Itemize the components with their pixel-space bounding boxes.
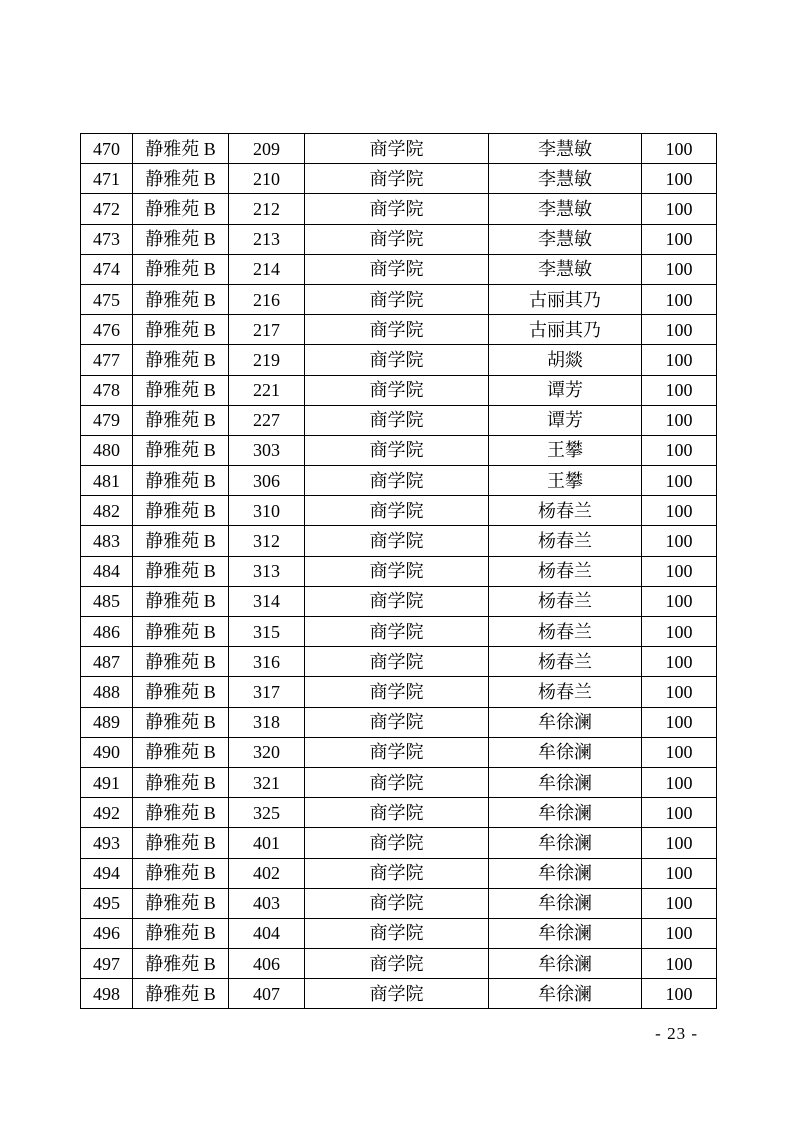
room-number-cell: 403 xyxy=(229,888,305,918)
row-index-cell: 479 xyxy=(81,405,133,435)
name-cell: 牟徐澜 xyxy=(489,737,642,767)
score-cell: 100 xyxy=(642,224,717,254)
table-row xyxy=(81,496,717,526)
building-cell: 静雅苑 B xyxy=(133,164,229,194)
table-row xyxy=(81,526,717,556)
row-index-cell: 480 xyxy=(81,435,133,465)
row-index-cell: 496 xyxy=(81,918,133,948)
name-cell: 王攀 xyxy=(489,466,642,496)
name-cell: 李慧敏 xyxy=(489,164,642,194)
score-cell: 100 xyxy=(642,466,717,496)
table-row xyxy=(81,284,717,314)
college-cell: 商学院 xyxy=(305,526,489,556)
table-row xyxy=(81,949,717,979)
score-cell: 100 xyxy=(642,949,717,979)
name-cell: 古丽其乃 xyxy=(489,315,642,345)
table-body xyxy=(81,134,717,1009)
room-number-cell: 227 xyxy=(229,405,305,435)
row-index-cell: 474 xyxy=(81,254,133,284)
college-cell: 商学院 xyxy=(305,315,489,345)
table-row xyxy=(81,405,717,435)
score-cell: 100 xyxy=(642,134,717,164)
building-cell: 静雅苑 B xyxy=(133,194,229,224)
room-number-cell: 404 xyxy=(229,918,305,948)
room-number-cell: 318 xyxy=(229,707,305,737)
room-number-cell: 314 xyxy=(229,586,305,616)
score-cell: 100 xyxy=(642,918,717,948)
building-cell: 静雅苑 B xyxy=(133,647,229,677)
college-cell: 商学院 xyxy=(305,918,489,948)
building-cell: 静雅苑 B xyxy=(133,586,229,616)
college-cell: 商学院 xyxy=(305,949,489,979)
room-number-cell: 321 xyxy=(229,767,305,797)
name-cell: 杨春兰 xyxy=(489,526,642,556)
score-cell: 100 xyxy=(642,405,717,435)
score-cell: 100 xyxy=(642,858,717,888)
college-cell: 商学院 xyxy=(305,737,489,767)
room-number-cell: 219 xyxy=(229,345,305,375)
name-cell: 李慧敏 xyxy=(489,134,642,164)
table-row xyxy=(81,677,717,707)
score-cell: 100 xyxy=(642,315,717,345)
score-cell: 100 xyxy=(642,526,717,556)
room-number-cell: 325 xyxy=(229,798,305,828)
building-cell: 静雅苑 B xyxy=(133,556,229,586)
name-cell: 杨春兰 xyxy=(489,496,642,526)
room-number-cell: 407 xyxy=(229,979,305,1009)
college-cell: 商学院 xyxy=(305,767,489,797)
college-cell: 商学院 xyxy=(305,284,489,314)
building-cell: 静雅苑 B xyxy=(133,315,229,345)
row-index-cell: 487 xyxy=(81,647,133,677)
building-cell: 静雅苑 B xyxy=(133,979,229,1009)
room-number-cell: 313 xyxy=(229,556,305,586)
building-cell: 静雅苑 B xyxy=(133,888,229,918)
row-index-cell: 482 xyxy=(81,496,133,526)
building-cell: 静雅苑 B xyxy=(133,375,229,405)
name-cell: 胡燚 xyxy=(489,345,642,375)
college-cell: 商学院 xyxy=(305,345,489,375)
score-cell: 100 xyxy=(642,556,717,586)
building-cell: 静雅苑 B xyxy=(133,828,229,858)
row-index-cell: 472 xyxy=(81,194,133,224)
college-cell: 商学院 xyxy=(305,405,489,435)
room-number-cell: 310 xyxy=(229,496,305,526)
building-cell: 静雅苑 B xyxy=(133,405,229,435)
score-cell: 100 xyxy=(642,194,717,224)
college-cell: 商学院 xyxy=(305,617,489,647)
building-cell: 静雅苑 B xyxy=(133,858,229,888)
table-row xyxy=(81,858,717,888)
table-row xyxy=(81,134,717,164)
row-index-cell: 483 xyxy=(81,526,133,556)
row-index-cell: 486 xyxy=(81,617,133,647)
college-cell: 商学院 xyxy=(305,828,489,858)
score-cell: 100 xyxy=(642,164,717,194)
room-number-cell: 221 xyxy=(229,375,305,405)
score-cell: 100 xyxy=(642,707,717,737)
score-cell: 100 xyxy=(642,647,717,677)
college-cell: 商学院 xyxy=(305,164,489,194)
row-index-cell: 493 xyxy=(81,828,133,858)
row-index-cell: 475 xyxy=(81,284,133,314)
row-index-cell: 491 xyxy=(81,767,133,797)
name-cell: 牟徐澜 xyxy=(489,798,642,828)
score-cell: 100 xyxy=(642,767,717,797)
building-cell: 静雅苑 B xyxy=(133,435,229,465)
building-cell: 静雅苑 B xyxy=(133,707,229,737)
room-number-cell: 216 xyxy=(229,284,305,314)
score-cell: 100 xyxy=(642,888,717,918)
dormitory-table xyxy=(80,133,717,1009)
score-cell: 100 xyxy=(642,677,717,707)
building-cell: 静雅苑 B xyxy=(133,798,229,828)
building-cell: 静雅苑 B xyxy=(133,677,229,707)
row-index-cell: 490 xyxy=(81,737,133,767)
name-cell: 牟徐澜 xyxy=(489,828,642,858)
name-cell: 牟徐澜 xyxy=(489,767,642,797)
room-number-cell: 320 xyxy=(229,737,305,767)
building-cell: 静雅苑 B xyxy=(133,918,229,948)
row-index-cell: 495 xyxy=(81,888,133,918)
table-row xyxy=(81,254,717,284)
college-cell: 商学院 xyxy=(305,798,489,828)
table-row xyxy=(81,798,717,828)
row-index-cell: 476 xyxy=(81,315,133,345)
table-row xyxy=(81,979,717,1009)
row-index-cell: 473 xyxy=(81,224,133,254)
building-cell: 静雅苑 B xyxy=(133,737,229,767)
name-cell: 李慧敏 xyxy=(489,194,642,224)
college-cell: 商学院 xyxy=(305,254,489,284)
name-cell: 牟徐澜 xyxy=(489,858,642,888)
room-number-cell: 213 xyxy=(229,224,305,254)
name-cell: 杨春兰 xyxy=(489,677,642,707)
row-index-cell: 471 xyxy=(81,164,133,194)
row-index-cell: 485 xyxy=(81,586,133,616)
table-row xyxy=(81,828,717,858)
room-number-cell: 212 xyxy=(229,194,305,224)
room-number-cell: 402 xyxy=(229,858,305,888)
room-number-cell: 312 xyxy=(229,526,305,556)
college-cell: 商学院 xyxy=(305,435,489,465)
table-row xyxy=(81,888,717,918)
name-cell: 杨春兰 xyxy=(489,586,642,616)
score-cell: 100 xyxy=(642,798,717,828)
name-cell: 李慧敏 xyxy=(489,254,642,284)
college-cell: 商学院 xyxy=(305,707,489,737)
table-row xyxy=(81,164,717,194)
table-row xyxy=(81,224,717,254)
name-cell: 杨春兰 xyxy=(489,556,642,586)
room-number-cell: 209 xyxy=(229,134,305,164)
score-cell: 100 xyxy=(642,617,717,647)
college-cell: 商学院 xyxy=(305,466,489,496)
building-cell: 静雅苑 B xyxy=(133,134,229,164)
building-cell: 静雅苑 B xyxy=(133,284,229,314)
score-cell: 100 xyxy=(642,254,717,284)
college-cell: 商学院 xyxy=(305,134,489,164)
row-index-cell: 492 xyxy=(81,798,133,828)
score-cell: 100 xyxy=(642,828,717,858)
room-number-cell: 303 xyxy=(229,435,305,465)
table-row xyxy=(81,466,717,496)
score-cell: 100 xyxy=(642,979,717,1009)
college-cell: 商学院 xyxy=(305,586,489,616)
building-cell: 静雅苑 B xyxy=(133,949,229,979)
room-number-cell: 406 xyxy=(229,949,305,979)
table-row xyxy=(81,194,717,224)
college-cell: 商学院 xyxy=(305,858,489,888)
college-cell: 商学院 xyxy=(305,556,489,586)
row-index-cell: 489 xyxy=(81,707,133,737)
name-cell: 谭芳 xyxy=(489,375,642,405)
score-cell: 100 xyxy=(642,586,717,616)
row-index-cell: 494 xyxy=(81,858,133,888)
building-cell: 静雅苑 B xyxy=(133,767,229,797)
score-cell: 100 xyxy=(642,496,717,526)
page-number: - 23 - xyxy=(655,1024,698,1043)
college-cell: 商学院 xyxy=(305,224,489,254)
table-row xyxy=(81,345,717,375)
table-row xyxy=(81,647,717,677)
table-row xyxy=(81,375,717,405)
table-row xyxy=(81,435,717,465)
name-cell: 牟徐澜 xyxy=(489,888,642,918)
table-row xyxy=(81,556,717,586)
name-cell: 王攀 xyxy=(489,435,642,465)
score-cell: 100 xyxy=(642,737,717,767)
name-cell: 杨春兰 xyxy=(489,647,642,677)
name-cell: 古丽其乃 xyxy=(489,284,642,314)
college-cell: 商学院 xyxy=(305,194,489,224)
name-cell: 谭芳 xyxy=(489,405,642,435)
building-cell: 静雅苑 B xyxy=(133,345,229,375)
row-index-cell: 484 xyxy=(81,556,133,586)
room-number-cell: 217 xyxy=(229,315,305,345)
building-cell: 静雅苑 B xyxy=(133,224,229,254)
row-index-cell: 470 xyxy=(81,134,133,164)
college-cell: 商学院 xyxy=(305,677,489,707)
building-cell: 静雅苑 B xyxy=(133,526,229,556)
score-cell: 100 xyxy=(642,345,717,375)
row-index-cell: 498 xyxy=(81,979,133,1009)
row-index-cell: 497 xyxy=(81,949,133,979)
table-row xyxy=(81,315,717,345)
table-row xyxy=(81,586,717,616)
college-cell: 商学院 xyxy=(305,647,489,677)
room-number-cell: 214 xyxy=(229,254,305,284)
score-cell: 100 xyxy=(642,284,717,314)
room-number-cell: 210 xyxy=(229,164,305,194)
row-index-cell: 478 xyxy=(81,375,133,405)
row-index-cell: 488 xyxy=(81,677,133,707)
room-number-cell: 306 xyxy=(229,466,305,496)
table-row xyxy=(81,918,717,948)
table-row xyxy=(81,617,717,647)
name-cell: 牟徐澜 xyxy=(489,949,642,979)
building-cell: 静雅苑 B xyxy=(133,617,229,647)
room-number-cell: 317 xyxy=(229,677,305,707)
score-cell: 100 xyxy=(642,435,717,465)
table-row xyxy=(81,767,717,797)
table-row xyxy=(81,707,717,737)
building-cell: 静雅苑 B xyxy=(133,254,229,284)
college-cell: 商学院 xyxy=(305,496,489,526)
table-row xyxy=(81,737,717,767)
name-cell: 牟徐澜 xyxy=(489,979,642,1009)
room-number-cell: 316 xyxy=(229,647,305,677)
college-cell: 商学院 xyxy=(305,979,489,1009)
row-index-cell: 477 xyxy=(81,345,133,375)
room-number-cell: 401 xyxy=(229,828,305,858)
room-number-cell: 315 xyxy=(229,617,305,647)
name-cell: 杨春兰 xyxy=(489,617,642,647)
row-index-cell: 481 xyxy=(81,466,133,496)
building-cell: 静雅苑 B xyxy=(133,466,229,496)
college-cell: 商学院 xyxy=(305,375,489,405)
score-cell: 100 xyxy=(642,375,717,405)
name-cell: 牟徐澜 xyxy=(489,707,642,737)
name-cell: 牟徐澜 xyxy=(489,918,642,948)
college-cell: 商学院 xyxy=(305,888,489,918)
building-cell: 静雅苑 B xyxy=(133,496,229,526)
name-cell: 李慧敏 xyxy=(489,224,642,254)
